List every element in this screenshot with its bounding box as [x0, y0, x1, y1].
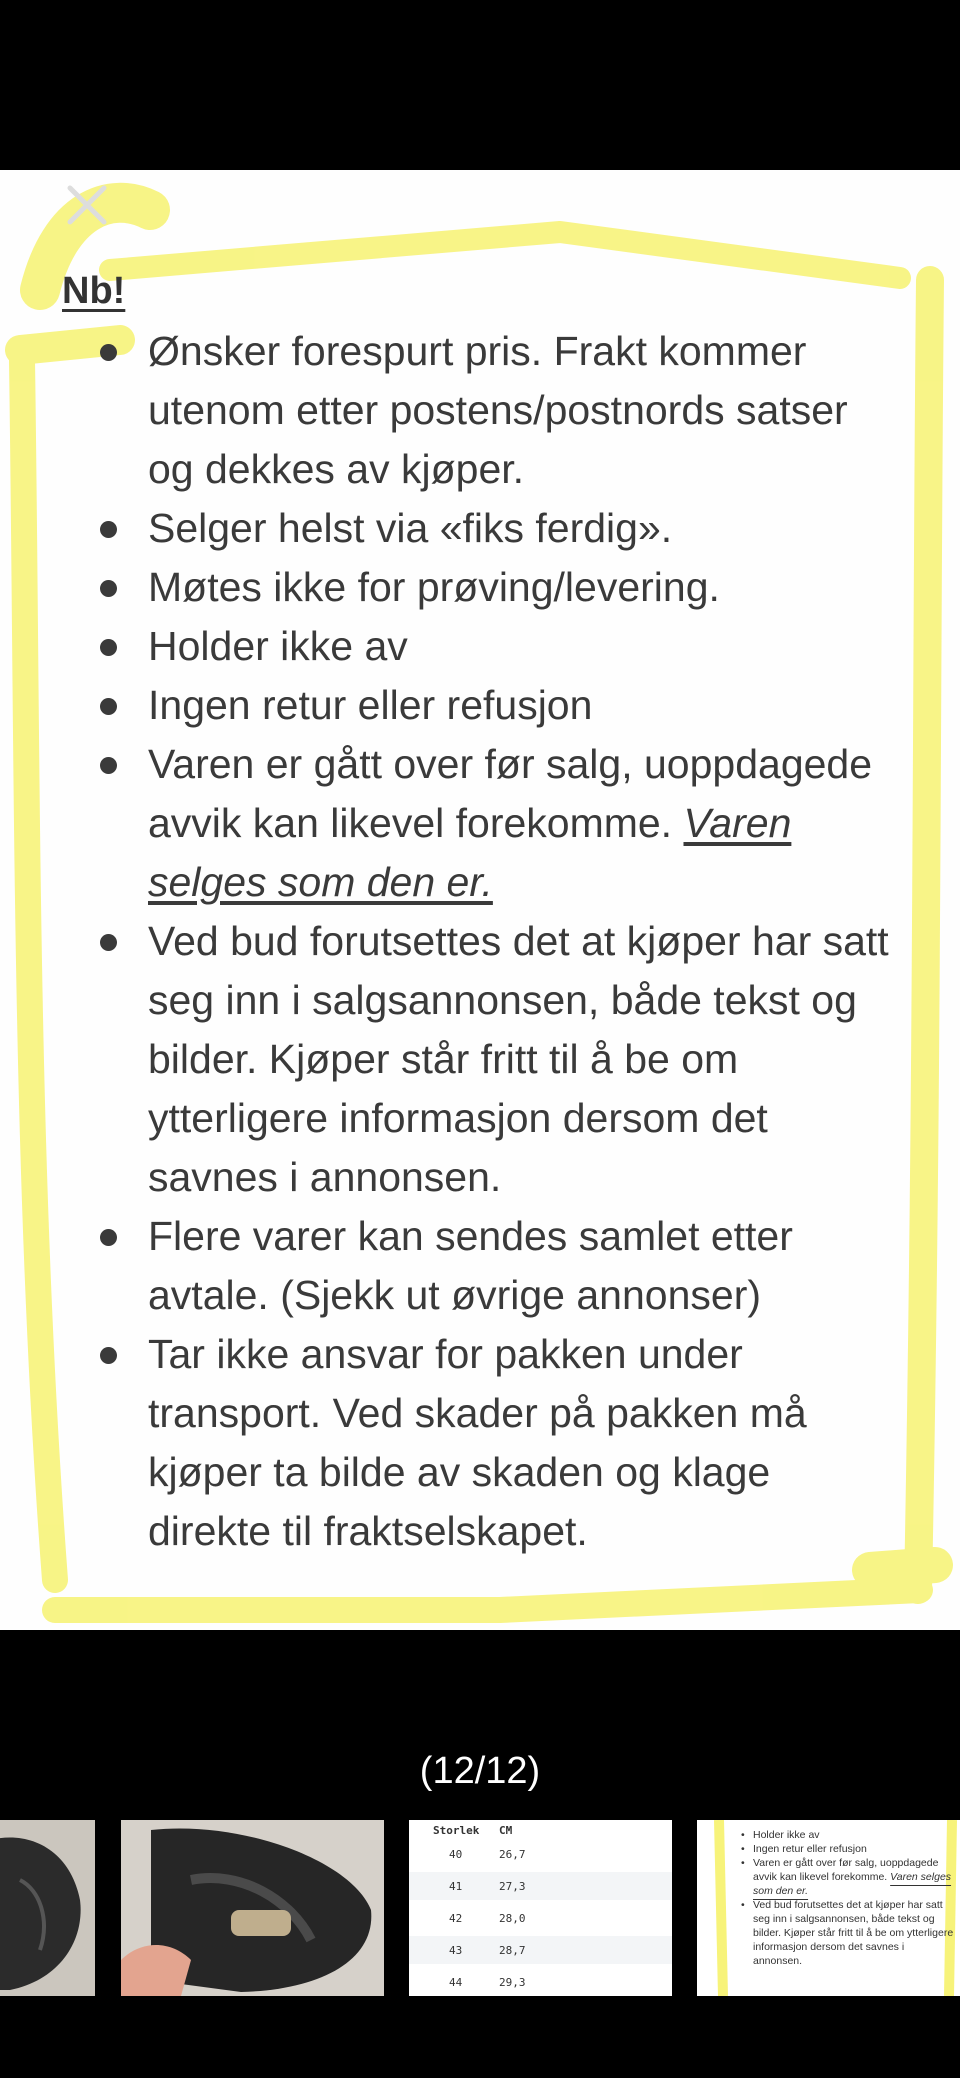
- table-header: CM: [499, 1824, 513, 1837]
- thumbnail-note-selected[interactable]: [697, 1820, 960, 1996]
- list-item: Ingen retur eller refusjon: [100, 676, 900, 735]
- list-item: Møtes ikke for prøving/levering.: [100, 558, 900, 617]
- shoe-photo: [121, 1820, 384, 1996]
- list-item: Holder ikke av: [100, 617, 900, 676]
- thumbnail-shoe-2[interactable]: [121, 1820, 384, 1996]
- list-item: • Ved bud forutsettes det at kjøper har satt seg inn i salgsannonsen, både tekst og bilder. Kjøper står fritt til å be om ytterligere informasjon dersom det savnes i annonsen.: [743, 1898, 956, 1968]
- table-row: 40 26,7: [409, 1840, 672, 1868]
- thumbnail-size-table[interactable]: [409, 1820, 672, 1996]
- table-row: 44 29,3: [409, 1968, 672, 1996]
- close-icon[interactable]: [62, 180, 112, 230]
- emphasis-text: Varen selges som den er.: [148, 800, 792, 905]
- table-row: 43 28,7: [409, 1936, 672, 1964]
- list-item: Flere varer kan sendes samlet etter avtale. (Sjekk ut øvrige annonser): [100, 1207, 900, 1325]
- list-item: Varen er gått over før salg, uoppdagede avvik kan likevel forekomme. Varen selges som den er.: [100, 735, 900, 912]
- table-header: Storlek: [433, 1824, 480, 1837]
- table-row: 41 27,3: [409, 1872, 672, 1900]
- list-item: Ved bud forutsettes det at kjøper har satt seg inn i salgsannonsen, både tekst og bilder. Kjøper står fritt til å be om ytterligere informasjon dersom det savnes i annonsen.: [100, 912, 900, 1207]
- image-counter: (12/12): [419, 1750, 541, 1792]
- mini-note: [697, 1820, 960, 1996]
- shoe-photo: [0, 1820, 95, 1996]
- list-item: Selger helst via «fiks ferdig».: [100, 499, 900, 558]
- rules-list: [100, 322, 900, 1561]
- list-item: Tar ikke ansvar for pakken under transport. Ved skader på pakken må kjøper ta bilde av skaden og klage direkte til fraktselskapet.: [100, 1325, 900, 1561]
- thumbnail-shoe-1[interactable]: [0, 1820, 95, 1996]
- list-item: Ønsker forespurt pris. Frakt kommer utenom etter postens/postnords satser og dekkes av kjøper.: [100, 322, 900, 499]
- table-row: 42 28,0: [409, 1904, 672, 1932]
- list-item: • Holder ikke av: [743, 1828, 956, 1842]
- note-heading: Nb!: [62, 270, 126, 312]
- list-item: • Ingen retur eller refusjon: [743, 1842, 956, 1856]
- list-item: • Varen er gått over før salg, uoppdagede avvik kan likevel forekomme. Varen selges som den er.: [743, 1856, 956, 1898]
